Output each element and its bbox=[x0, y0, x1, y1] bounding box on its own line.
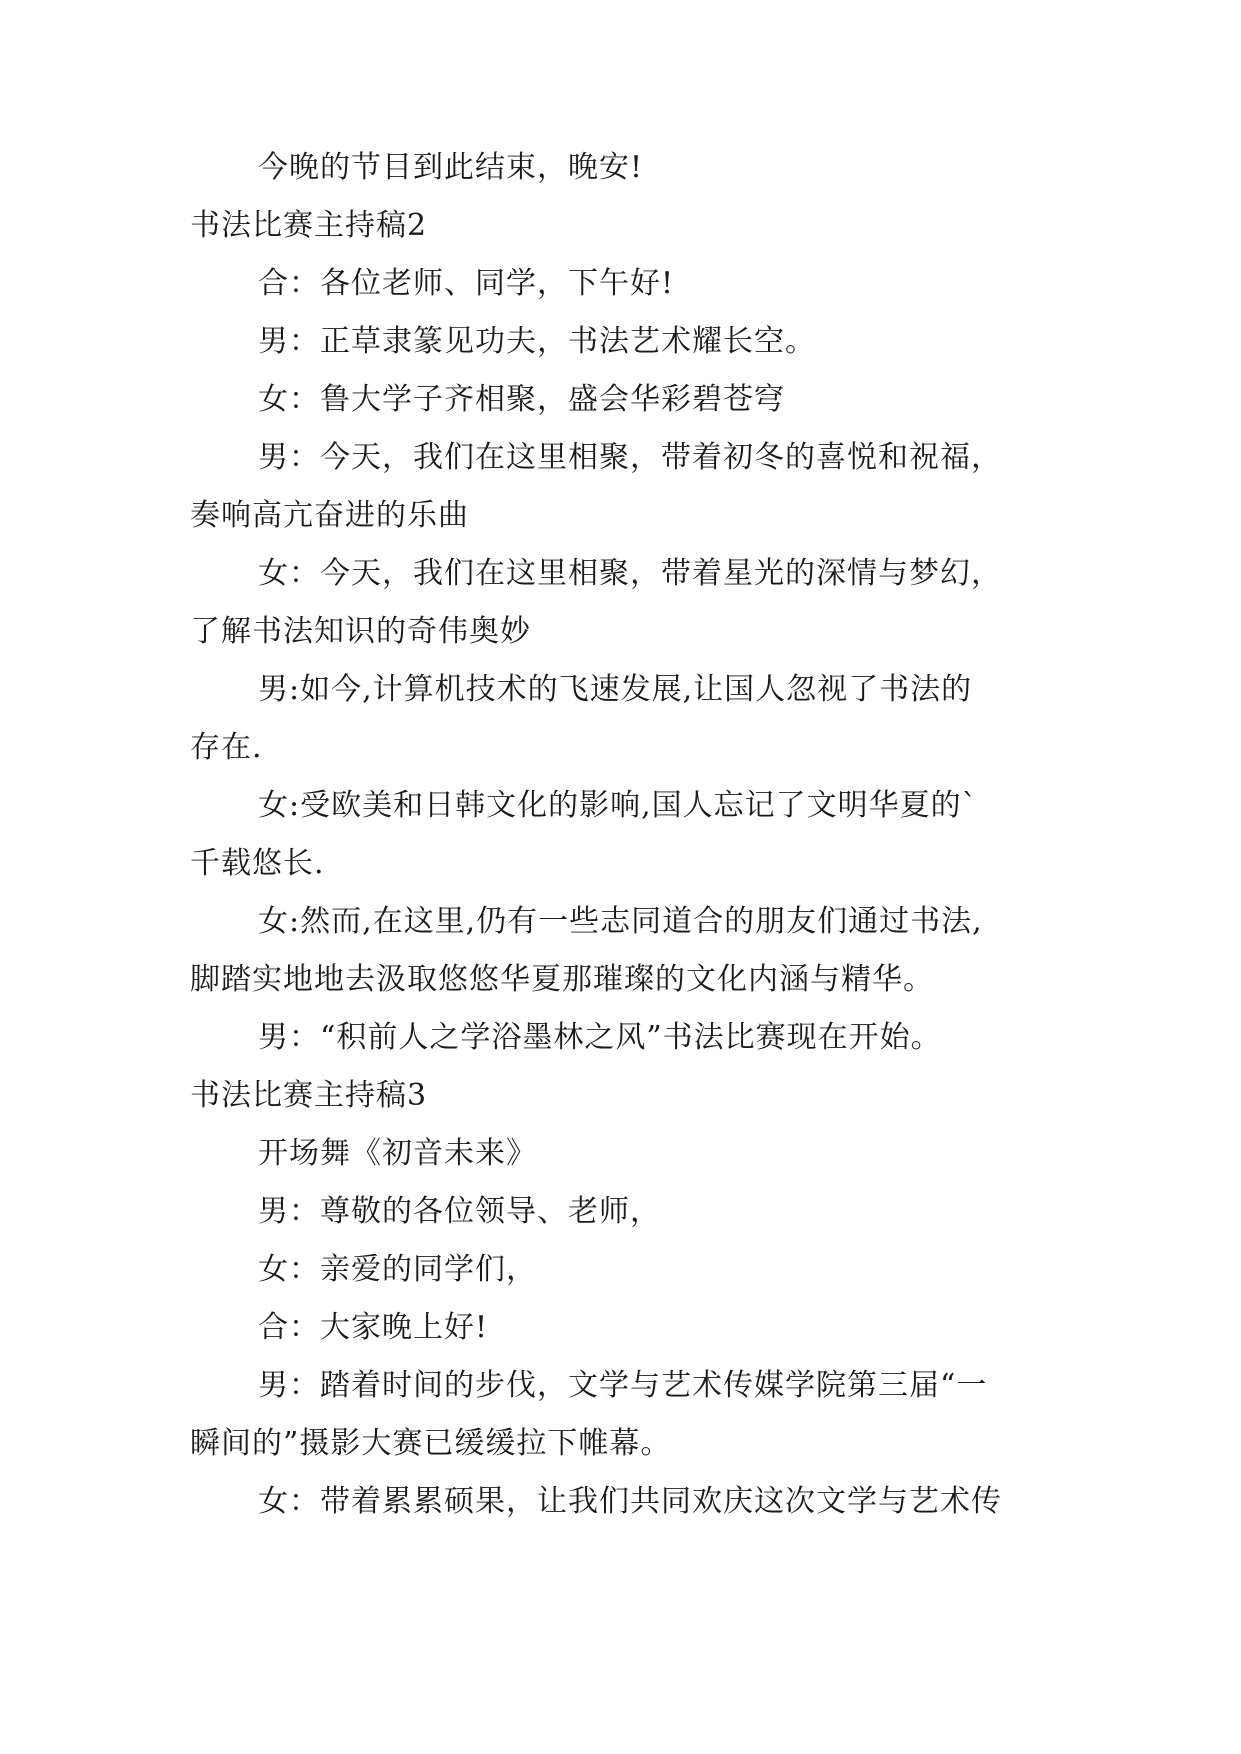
paragraph-line: 男：踏着时间的步伐，文学与艺术传媒学院第三届“一 bbox=[258, 1368, 988, 1403]
paragraph-line: 合：各位老师、同学，下午好! bbox=[258, 266, 675, 301]
paragraph-line: 男：尊敬的各位领导、老师， bbox=[258, 1194, 661, 1229]
section-heading: 书法比赛主持稿2 bbox=[190, 208, 428, 243]
paragraph-line: 男：“积前人之学浴墨林之风”书法比赛现在开始。 bbox=[258, 1020, 942, 1055]
paragraph-line: 女:然而,在这里,仍有一些志同道合的朋友们通过书法, bbox=[258, 904, 983, 939]
paragraph-line-continued: 存在. bbox=[190, 730, 263, 765]
paragraph-line: 女：今天，我们在这里相聚，带着星光的深情与梦幻， bbox=[258, 556, 1002, 591]
paragraph-line: 开场舞《初音未来》 bbox=[258, 1136, 537, 1171]
paragraph-line: 男:如今,计算机技术的飞速发展,让国人忽视了书法的 bbox=[258, 672, 973, 707]
paragraph-line: 女:受欧美和日韩文化的影响,国人忘记了文明华夏的` bbox=[258, 788, 978, 823]
paragraph-line: 女：亲爱的同学们， bbox=[258, 1252, 537, 1287]
paragraph-line-continued: 脚踏实地地去汲取悠悠华夏那璀璨的文化内涵与精华。 bbox=[190, 962, 934, 997]
paragraph-line: 男：今天，我们在这里相聚，带着初冬的喜悦和祝福， bbox=[258, 440, 1002, 475]
paragraph-line: 男：正草隶篆见功夫，书法艺术耀长空。 bbox=[258, 324, 816, 359]
section-heading: 书法比赛主持稿3 bbox=[190, 1078, 428, 1113]
paragraph-line-continued: 千载悠长. bbox=[190, 846, 325, 881]
paragraph-line: 女：带着累累硕果，让我们共同欢庆这次文学与艺术传 bbox=[258, 1484, 1002, 1519]
paragraph-line: 今晚的节目到此结束，晚安! bbox=[258, 150, 644, 185]
paragraph-line-continued: 瞬间的”摄影大赛已缓缓拉下帷幕。 bbox=[190, 1426, 672, 1461]
paragraph-line: 合：大家晚上好! bbox=[258, 1310, 489, 1345]
paragraph-line: 女：鲁大学子齐相聚，盛会华彩碧苍穹 bbox=[258, 382, 785, 417]
paragraph-line-continued: 了解书法知识的奇伟奥妙 bbox=[190, 614, 531, 649]
paragraph-line-continued: 奏响高亢奋进的乐曲 bbox=[190, 498, 469, 533]
